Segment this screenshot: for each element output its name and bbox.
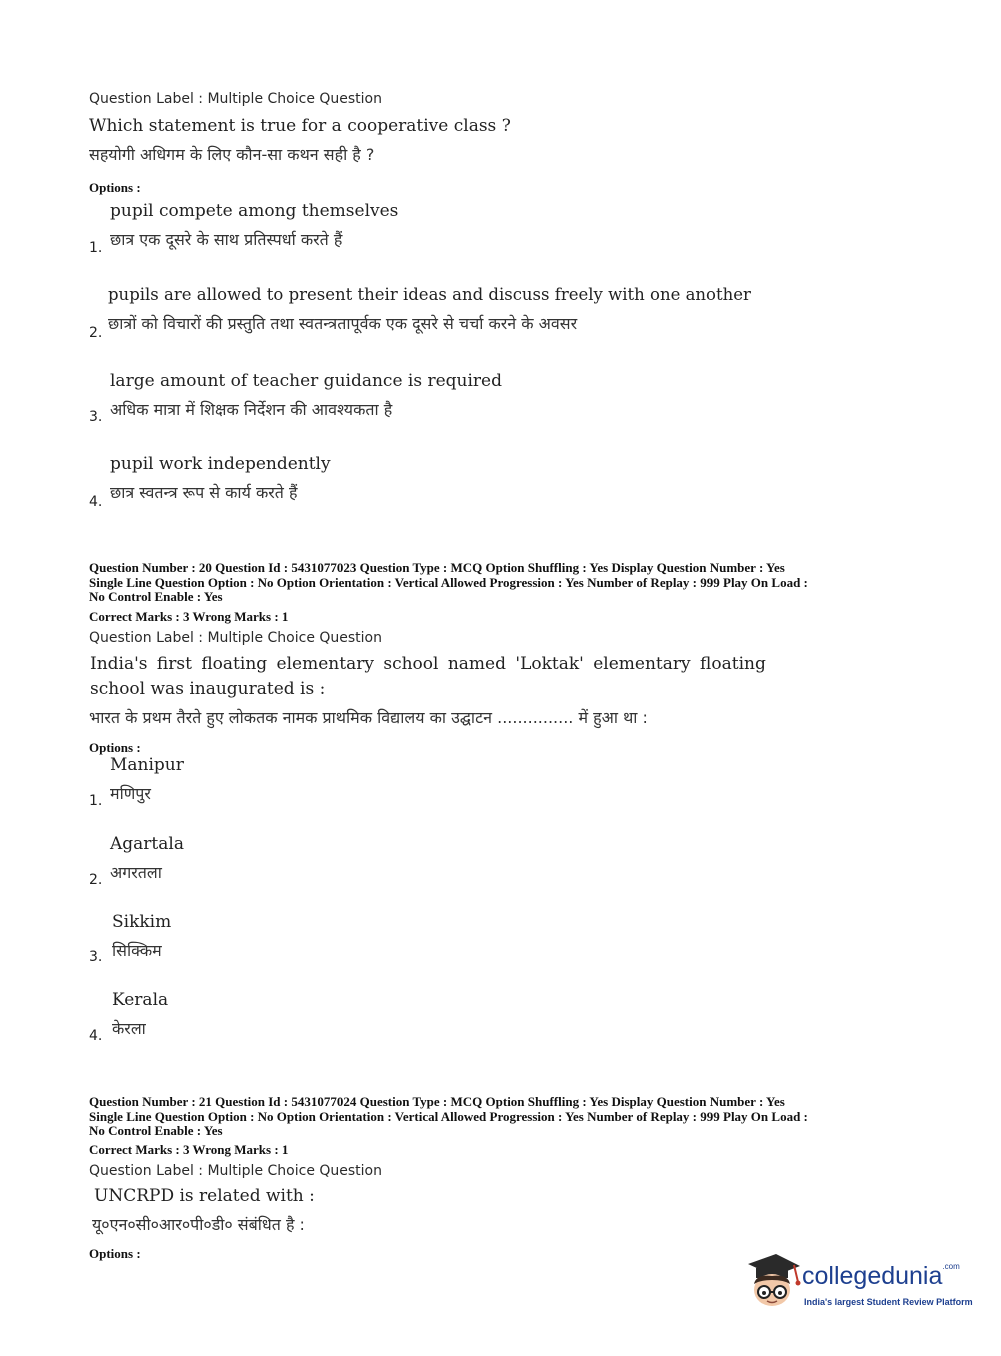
q21-question-text-english: UNCRPD is related with :	[94, 1186, 315, 1206]
q21-options-heading: Options :	[89, 1246, 141, 1261]
option-number: 4.	[89, 494, 103, 510]
option-text-english: Kerala	[112, 990, 169, 1010]
option-number: 3.	[89, 949, 103, 965]
q20-options-heading: Options :	[89, 740, 141, 755]
option-text-hindi: अधिक मात्रा में शिक्षक निर्देशन की आवश्यकता है	[110, 400, 393, 419]
collegedunia-logo	[742, 1250, 973, 1320]
logo-tagline: India's largest Student Review Platform	[804, 1297, 973, 1307]
option-text-english: pupil compete among themselves	[110, 201, 399, 221]
q20-question-label: Question Label : Multiple Choice Question	[89, 630, 382, 646]
option-number: 4.	[89, 1028, 103, 1044]
option-number: 2.	[89, 872, 103, 888]
graduate-mascot-icon	[742, 1250, 804, 1312]
option-text-english: Sikkim	[112, 912, 172, 932]
q19-options-heading: Options :	[89, 180, 141, 195]
q21-question-text-hindi: यू०एन०सी०आर०पी०डी० संबंधित है :	[92, 1215, 305, 1234]
option-text-english: pupil work independently	[110, 454, 331, 474]
option-number: 2.	[89, 325, 103, 341]
q20-metadata	[89, 561, 808, 605]
q20-question-text-english-line-1: India's first floating elementary school named 'Loktak' elementary floating	[90, 654, 766, 674]
q20-question-text-hindi: भारत के प्रथम तैरते हुए लोकतक नामक प्राथमिक विद्यालय का उद्घाटन ............... में हुआ था :	[89, 708, 648, 727]
q19-question-text-hindi: सहयोगी अधिगम के लिए कौन-सा कथन सही है ?	[89, 145, 375, 164]
q19-question-text-english: Which statement is true for a cooperative class ?	[89, 116, 511, 136]
q21-meta-line-3: No Control Enable : Yes	[89, 1123, 223, 1138]
option-text-english: Manipur	[110, 755, 184, 775]
q20-meta-line-1: Question Number : 20 Question Id : 5431077023 Question Type : MCQ Option Shuffling : Yes Display Question Number : Yes	[89, 560, 785, 575]
logo-wordmark: collegedunia	[802, 1262, 943, 1290]
option-text-hindi: मणिपुर	[110, 784, 151, 803]
option-text-hindi: अगरतला	[110, 863, 162, 882]
q21-meta-line-2: Single Line Question Option : No Option Orientation : Vertical Allowed Progression : Yes Number of Replay : 999 Play On Load :	[89, 1108, 808, 1124]
q19-question-label: Question Label : Multiple Choice Question	[89, 91, 382, 107]
option-text-hindi: केरला	[112, 1019, 146, 1038]
option-number: 1.	[89, 240, 103, 256]
q21-question-label: Question Label : Multiple Choice Question	[89, 1163, 382, 1179]
q20-marks: Correct Marks : 3 Wrong Marks : 1	[89, 609, 289, 624]
option-number: 3.	[89, 409, 103, 425]
option-text-hindi: छात्रों को विचारों की प्रस्तुति तथा स्वतन्त्रतापूर्वक एक दूसरे से चर्चा करने के अवसर	[108, 314, 578, 333]
option-text-english: large amount of teacher guidance is required	[110, 371, 502, 391]
logo-domain-suffix: .com	[942, 1262, 960, 1271]
q21-marks: Correct Marks : 3 Wrong Marks : 1	[89, 1142, 289, 1157]
option-text-english: Agartala	[110, 834, 184, 854]
option-text-hindi: छात्र एक दूसरे के साथ प्रतिस्पर्धा करते हैं	[110, 230, 343, 249]
q20-meta-line-2: Single Line Question Option : No Option Orientation : Vertical Allowed Progression : Yes Number of Replay : 999 Play On Load :	[89, 574, 808, 590]
q21-meta-line-1: Question Number : 21 Question Id : 5431077024 Question Type : MCQ Option Shuffling : Yes Display Question Number : Yes	[89, 1094, 785, 1109]
q21-metadata	[89, 1095, 808, 1139]
q20-question-text-english-line-2: school was inaugurated is :	[90, 679, 326, 699]
option-number: 1.	[89, 793, 103, 809]
option-text-english: pupils are allowed to present their ideas and discuss freely with one another	[108, 285, 751, 304]
option-text-hindi: छात्र स्वतन्त्र रूप से कार्य करते हैं	[110, 483, 298, 502]
option-text-hindi: सिक्किम	[112, 941, 162, 960]
q20-meta-line-3: No Control Enable : Yes	[89, 589, 223, 604]
